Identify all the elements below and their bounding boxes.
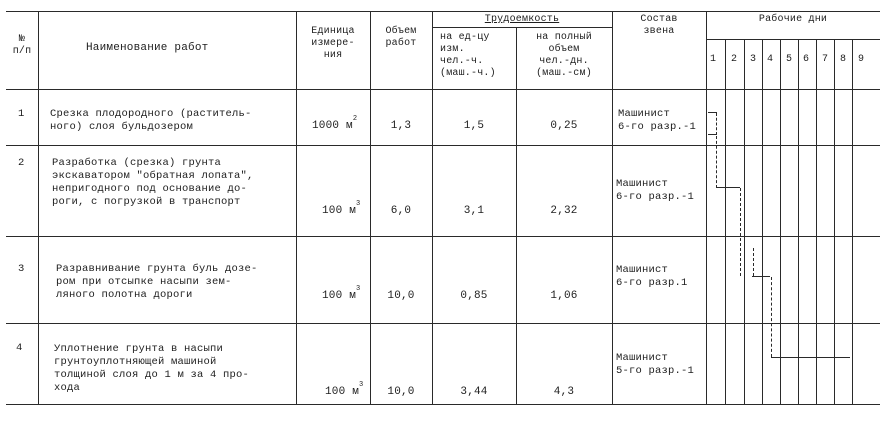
- col-border-crew: [706, 11, 707, 405]
- row-2-bottom-border: [6, 236, 880, 237]
- col-border-name: [296, 11, 297, 405]
- row-2-num: 2: [18, 157, 25, 169]
- table-bottom-border: [6, 404, 880, 405]
- gantt-link-1-2: [716, 136, 717, 188]
- row-3-volume: 10,0: [387, 290, 415, 302]
- day-col-border-6: [816, 39, 817, 405]
- header-volume: Объем работ: [385, 26, 417, 49]
- row-2-per-unit: 3,1: [463, 205, 485, 217]
- row-1-unit: 1000 $м^2$: [312, 115, 358, 132]
- row-1-total: 0,25: [550, 120, 578, 132]
- row-2-volume: 6,0: [390, 205, 412, 217]
- day-number: 6: [803, 54, 810, 65]
- col-border-total: [612, 11, 613, 405]
- col-border-num: [38, 11, 39, 405]
- row-4-total: 4,3: [553, 386, 575, 398]
- row-2-unit: 100 $м^3$: [322, 200, 361, 217]
- row-4-unit: 100 $м^3$: [325, 381, 364, 398]
- row-1-num: 1: [18, 108, 25, 120]
- day-col-border-5: [798, 39, 799, 405]
- header-bottom-border: [6, 89, 880, 90]
- header-days: Рабочие дни: [758, 14, 828, 25]
- table-top-border: [6, 11, 880, 12]
- row-3-name: Разравнивание грунта буль дозе- ром при отсыпке насыпи зем- ляного полотна дороги: [56, 263, 258, 301]
- day-col-border-7: [834, 39, 835, 405]
- day-col-border-4: [780, 39, 781, 405]
- day-number: 8: [840, 54, 847, 65]
- day-number: 5: [786, 54, 793, 65]
- row-3-total: 1,06: [550, 290, 578, 302]
- header-crew: Состав звена: [640, 14, 678, 37]
- row-2-total: 2,32: [550, 205, 578, 217]
- day-col-border-3: [762, 39, 763, 405]
- row-4-per-unit: 3,44: [460, 386, 488, 398]
- row-1-bottom-border: [6, 145, 880, 146]
- row-3-per-unit: 0,85: [460, 290, 488, 302]
- day-col-border-8: [852, 39, 853, 405]
- day-number: 7: [822, 54, 829, 65]
- header-num: № п/п: [12, 34, 32, 57]
- days-subheader-line: [706, 39, 880, 40]
- row-1-per-unit: 1,5: [463, 120, 485, 132]
- row-4-volume: 10,0: [387, 386, 415, 398]
- day-number: 2: [731, 54, 738, 65]
- row-1-crew: Машинист 6-го разр.-1: [618, 108, 697, 133]
- day-number: 4: [767, 54, 774, 65]
- row-1-name: Срезка плодородного (раститель- ного) слоя бульдозером: [50, 108, 252, 133]
- row-3-unit: 100 $м^3$: [322, 285, 361, 302]
- row-4-crew: Машинист 5-го разр.-1: [616, 352, 695, 377]
- day-col-border-1: [725, 39, 726, 405]
- row-4-name: Уплотнение грунта в насыпи грунтоуплотняющей машиной толщиной слоя до 1 м за 4 про- хода: [54, 343, 250, 394]
- row-2-crew: Машинист 6-го разр.-1: [616, 178, 695, 203]
- day-number: 3: [750, 54, 757, 65]
- labor-subheader-line: [432, 27, 612, 28]
- row-1-volume: 1,3: [390, 120, 412, 132]
- header-name: Наименование работ: [86, 42, 209, 54]
- row-2-name: Разработка (срезка) грунта экскаватором "обратная лопата", непригодного под основание до- роги, с погрузкой в транспорт: [52, 157, 254, 208]
- header-labor: Трудоемкость: [484, 14, 560, 25]
- day-number: 1: [710, 54, 717, 65]
- row-3-bottom-border: [6, 323, 880, 324]
- day-number: 9: [858, 54, 865, 65]
- day-col-border-2: [744, 39, 745, 405]
- row-3-num: 3: [18, 263, 25, 275]
- row-4-num: 4: [16, 342, 23, 354]
- header-labor-per-unit: на ед-цу изм. чел.-ч. (маш.-ч.): [440, 32, 496, 79]
- header-labor-total: на полный объем чел.-дн. (маш.-см): [536, 32, 592, 79]
- row-3-crew: Машинист 6-го разр.1: [616, 264, 688, 289]
- header-unit: Единица измере- ния: [311, 26, 355, 61]
